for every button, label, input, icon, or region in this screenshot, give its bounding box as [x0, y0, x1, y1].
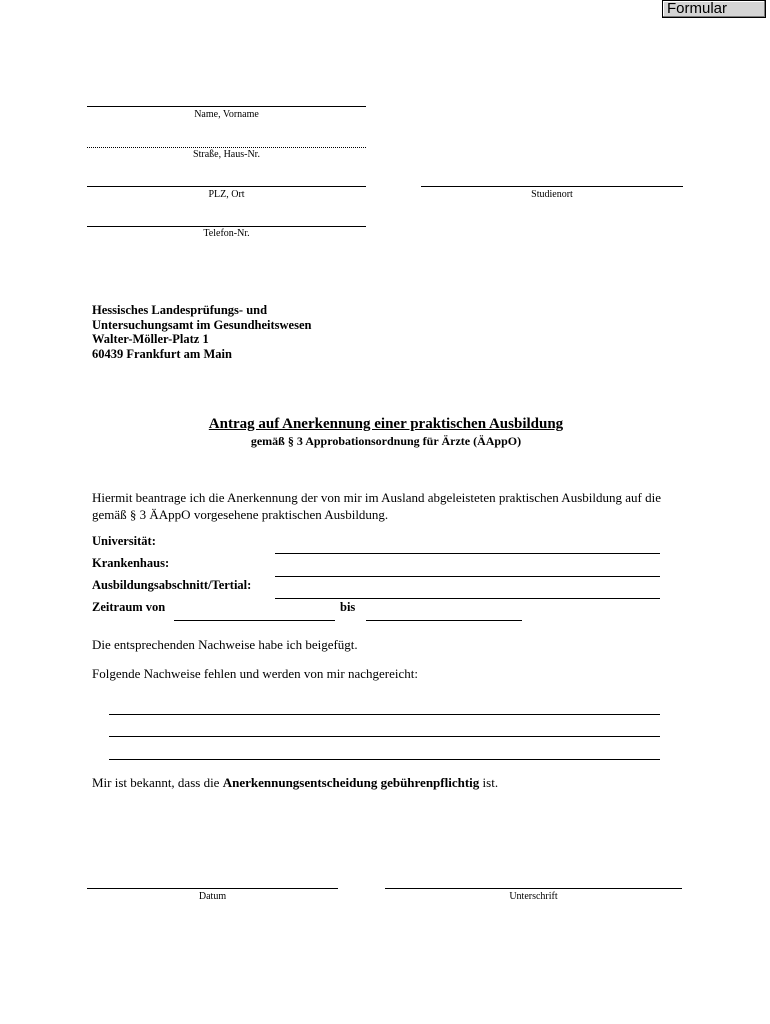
fee-notice-prefix: Mir ist bekannt, dass die — [92, 775, 223, 790]
period-from-label: Zeitraum von — [92, 600, 166, 614]
street-label: Straße, Haus-Nr. — [193, 149, 260, 160]
fee-notice-bold: Anerkennungsentscheidung gebührenpflichtig — [222, 775, 480, 790]
name-label: Name, Vorname — [194, 109, 259, 120]
zip-city-label: PLZ, Ort — [208, 189, 245, 200]
section-label: Ausbildungsabschnitt/Tertial: — [92, 578, 252, 592]
zip-city-field-line[interactable] — [87, 186, 366, 187]
signature-label: Unterschrift — [509, 891, 558, 902]
intro-text: Hiermit beantrage ich die Anerkennung der von mir im Ausland abgeleisteten praktischen Ausbildung auf die gemäß § 3 ÄAppO vorgesehene praktischen Ausbildung. — [92, 490, 661, 522]
recipient-line-1: Hessisches Landesprüfungs- und — [92, 303, 268, 317]
university-field-line[interactable] — [275, 553, 660, 554]
formular-button[interactable]: Formular — [662, 0, 766, 18]
fee-notice-suffix: ist. — [479, 775, 499, 790]
form-title: Antrag auf Anerkennung einer praktischen Ausbildung — [208, 416, 564, 432]
recipient-line-2: Untersuchungsamt im Gesundheitswesen — [92, 317, 312, 332]
phone-label: Telefon-Nr. — [203, 228, 250, 239]
fee-notice — [92, 774, 682, 791]
name-field-line[interactable] — [87, 106, 366, 107]
signature-field-line[interactable] — [385, 888, 682, 889]
evidence-missing-text: Folgende Nachweise fehlen und werden von mir nachgereicht: — [92, 666, 418, 681]
hospital-field-line[interactable] — [275, 576, 660, 577]
evidence-attached-text: Die entsprechenden Nachweise habe ich beigefügt. — [92, 637, 358, 652]
period-to-label: bis — [340, 600, 356, 614]
missing-evidence-line-3[interactable] — [109, 759, 660, 760]
study-place-label: Studienort — [531, 189, 573, 200]
date-label: Datum — [198, 891, 227, 902]
period-from-field-line[interactable] — [174, 620, 335, 621]
period-to-field-line[interactable] — [366, 620, 522, 621]
missing-evidence-line-2[interactable] — [109, 736, 660, 737]
recipient-address — [92, 303, 412, 361]
street-field-line[interactable] — [87, 147, 366, 148]
study-place-field-line[interactable] — [421, 186, 683, 187]
phone-field-line[interactable] — [87, 226, 366, 227]
recipient-line-4: 60439 Frankfurt am Main — [92, 346, 232, 361]
missing-evidence-line-1[interactable] — [109, 714, 660, 715]
university-label: Universität: — [92, 534, 156, 548]
recipient-line-3: Walter-Möller-Platz 1 — [92, 332, 209, 346]
hospital-label: Krankenhaus: — [92, 556, 170, 570]
section-field-line[interactable] — [275, 598, 660, 599]
date-field-line[interactable] — [87, 888, 338, 889]
form-subtitle: gemäß § 3 Approbationsordnung für Ärzte (ÄAppO) — [250, 434, 522, 448]
